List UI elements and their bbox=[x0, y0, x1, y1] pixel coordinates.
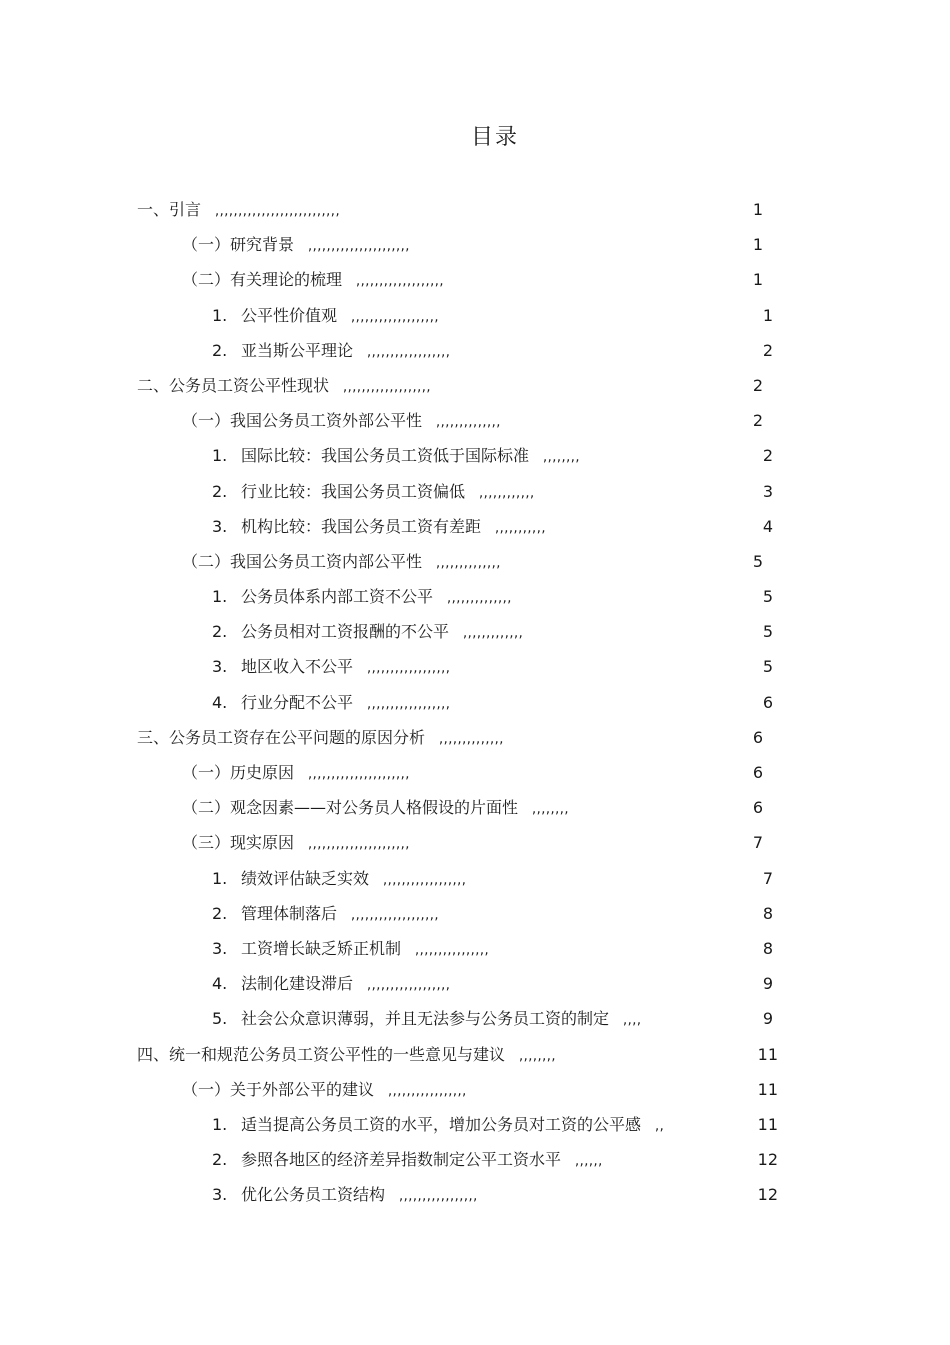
toc-entry-text: 法制化建设滞后 bbox=[241, 974, 354, 994]
toc-leader-dots: ,,,,,,,,,,,,,,,,,, bbox=[383, 872, 467, 888]
toc-entry-number: 1. bbox=[212, 587, 228, 607]
toc-leader-dots: ,,,,,,,,,,,,,, bbox=[436, 555, 501, 571]
toc-entry-text: 国际比较：我国公务员工资低于国际标准 bbox=[241, 446, 530, 466]
toc-page-number: 9 bbox=[762, 974, 773, 994]
toc-entry[interactable] bbox=[0, 1177, 950, 1212]
toc-entry-number: 1. bbox=[212, 446, 228, 466]
toc-entry[interactable] bbox=[0, 790, 950, 825]
toc-entry-label bbox=[137, 192, 201, 227]
toc-leader-dots: ,,,,,,,,,,,,,,,,, bbox=[388, 1083, 467, 1099]
toc-page-number: 9 bbox=[762, 1009, 773, 1029]
toc-page-number: 6 bbox=[752, 727, 763, 747]
toc-entry-number: 1. bbox=[212, 305, 228, 325]
toc-entry-text: （一）历史原因 bbox=[182, 763, 295, 782]
toc-page-number: 5 bbox=[762, 587, 773, 607]
toc-page-number: 2 bbox=[762, 446, 773, 466]
toc-entry-label bbox=[137, 368, 329, 403]
toc-entry[interactable] bbox=[0, 1072, 950, 1107]
toc-entry-label bbox=[212, 931, 401, 966]
toc-page-number: 11 bbox=[757, 1044, 778, 1064]
toc-entry-number: 2. bbox=[212, 481, 228, 501]
toc-page-number: 12 bbox=[757, 1150, 778, 1170]
toc-entry[interactable] bbox=[0, 685, 950, 720]
toc-entry-label bbox=[212, 438, 529, 473]
toc-leader-dots: ,,,,,, bbox=[575, 1154, 603, 1170]
toc-entry-number: 4. bbox=[212, 974, 228, 994]
toc-entry-label bbox=[182, 262, 342, 297]
toc-leader-dots: ,,,,,,,,,,,,,,,,,,,,,, bbox=[308, 239, 410, 255]
toc-entry-number: 2. bbox=[212, 903, 228, 923]
toc-entry-label bbox=[182, 790, 518, 825]
toc-entry-number: 1. bbox=[212, 868, 228, 888]
toc-leader-dots: ,,,,,,,,,,,,,,,,,, bbox=[367, 696, 451, 712]
toc-entry-text: 公务员体系内部工资不公平 bbox=[241, 587, 434, 607]
toc-entry-text: 公务员相对工资报酬的不公平 bbox=[241, 622, 450, 642]
toc-entry-text: 管理体制落后 bbox=[241, 903, 338, 923]
toc-leader-dots: ,, bbox=[655, 1118, 665, 1134]
toc-entry[interactable] bbox=[0, 825, 950, 860]
toc-entry[interactable] bbox=[0, 438, 950, 473]
toc-entry[interactable] bbox=[0, 579, 950, 614]
toc-entry-text: （一）关于外部公平的建议 bbox=[182, 1079, 375, 1099]
toc-entry[interactable] bbox=[0, 192, 950, 227]
toc-entry-label bbox=[212, 685, 353, 720]
toc-entry[interactable] bbox=[0, 614, 950, 649]
toc-entry-number: 2. bbox=[212, 622, 228, 642]
toc-entry[interactable] bbox=[0, 755, 950, 790]
toc-entry[interactable] bbox=[0, 1107, 950, 1142]
toc-entry-number: 4. bbox=[212, 692, 228, 712]
toc-entry-label bbox=[137, 720, 425, 755]
toc-page-number: 8 bbox=[762, 938, 773, 958]
toc-entry-text: 社会公众意识薄弱，并且无法参与公务员工资的制定 bbox=[241, 1009, 610, 1029]
toc-page-number: 12 bbox=[757, 1185, 778, 1205]
toc-leader-dots: ,,,,,,,,,,,,,,,,,,, bbox=[356, 274, 445, 290]
toc-leader-dots: ,,,,,,,,,,,,,,,,,, bbox=[367, 661, 451, 677]
toc-entry-text: 一、引言 bbox=[137, 200, 202, 219]
toc-page-number: 11 bbox=[757, 1114, 778, 1134]
toc-leader-dots: ,,,,,,,,,,,,,,,,,, bbox=[367, 978, 451, 994]
table-of-contents bbox=[0, 192, 950, 1212]
toc-entry-number: 2. bbox=[212, 340, 228, 360]
toc-entry-label bbox=[212, 509, 481, 544]
toc-page-number: 5 bbox=[762, 622, 773, 642]
toc-entry[interactable] bbox=[0, 368, 950, 403]
toc-entry-number: 3. bbox=[212, 516, 228, 536]
toc-entry-text: 地区收入不公平 bbox=[241, 657, 354, 677]
toc-leader-dots: ,,,,,,,,,,,,,,,,,,,,,, bbox=[308, 767, 410, 782]
toc-leader-dots: ,,,,,,,, bbox=[543, 450, 581, 466]
toc-entry[interactable] bbox=[0, 861, 950, 896]
page-title: 目录 bbox=[470, 125, 519, 150]
toc-entry[interactable] bbox=[0, 720, 950, 755]
toc-entry[interactable] bbox=[0, 509, 950, 544]
toc-page-number: 7 bbox=[752, 833, 763, 853]
toc-page-number: 5 bbox=[762, 657, 773, 677]
toc-entry-label bbox=[212, 298, 337, 333]
toc-entry-label bbox=[182, 227, 294, 262]
toc-entry[interactable] bbox=[0, 474, 950, 509]
toc-leader-dots: ,,,,,,,,,,, bbox=[495, 520, 546, 536]
toc-page-number: 1 bbox=[752, 200, 763, 219]
toc-entry-text: （一）研究背景 bbox=[182, 235, 295, 255]
toc-entry[interactable] bbox=[0, 298, 950, 333]
toc-leader-dots: ,,,,,,,,,,,,,, bbox=[436, 415, 501, 431]
toc-leader-dots: ,,,,,,,,,,,,,,,,,,, bbox=[351, 309, 440, 325]
toc-entry-label bbox=[137, 1037, 505, 1072]
toc-entry-text: 公平性价值观 bbox=[241, 305, 338, 325]
toc-leader-dots: ,,,,,,,,,,,,,,,,,,, bbox=[343, 379, 432, 395]
toc-entry-number: 5. bbox=[212, 1009, 228, 1029]
toc-entry-label bbox=[212, 1001, 609, 1036]
toc-entry-number: 3. bbox=[212, 657, 228, 677]
toc-entry[interactable] bbox=[0, 333, 950, 368]
toc-entry-text: （三）现实原因 bbox=[182, 833, 295, 853]
toc-page-number: 2 bbox=[752, 375, 763, 395]
toc-page-number: 6 bbox=[762, 692, 773, 712]
toc-entry-label bbox=[212, 333, 353, 368]
toc-page-number: 1 bbox=[752, 235, 763, 255]
toc-entry-number: 2. bbox=[212, 1150, 228, 1170]
toc-page-number: 8 bbox=[762, 903, 773, 923]
toc-page-number: 6 bbox=[752, 798, 763, 818]
toc-leader-dots: ,,,,,,,,,,,,,,,,,, bbox=[367, 344, 451, 360]
toc-page-number: 5 bbox=[752, 551, 763, 571]
toc-page-number: 1 bbox=[752, 270, 763, 290]
toc-entry-text: （二）观念因素——对公务员人格假设的片面性 bbox=[182, 798, 519, 818]
toc-leader-dots: ,,,,,,,,,,,,,,,,, bbox=[399, 1189, 478, 1205]
toc-leader-dots: ,,,,,,,,,,,,,,,,,,,,,, bbox=[308, 837, 410, 853]
toc-entry-label bbox=[182, 544, 422, 579]
toc-entry-text: 参照各地区的经济差异指数制定公平工资水平 bbox=[241, 1150, 562, 1170]
toc-entry-text: 四、统一和规范公务员工资公平性的一些意见与建议 bbox=[137, 1044, 506, 1064]
toc-entry-text: 二、公务员工资公平性现状 bbox=[137, 375, 330, 395]
toc-entry[interactable] bbox=[0, 544, 950, 579]
toc-entry-label bbox=[182, 403, 422, 438]
toc-entry[interactable] bbox=[0, 649, 950, 684]
toc-page-number: 1 bbox=[762, 305, 773, 325]
toc-entry-label bbox=[212, 579, 433, 614]
toc-entry-text: 适当提高公务员工资的水平，增加公务员对工资的公平感 bbox=[241, 1114, 642, 1134]
toc-leader-dots: ,,,,,,,,,,,,,,,, bbox=[415, 942, 490, 958]
toc-entry[interactable] bbox=[0, 896, 950, 931]
toc-page-number: 11 bbox=[757, 1079, 778, 1099]
toc-entry-text: 三、公务员工资存在公平问题的原因分析 bbox=[137, 727, 426, 747]
toc-entry-label bbox=[182, 755, 294, 790]
toc-entry-text: 行业分配不公平 bbox=[241, 692, 354, 712]
toc-entry-text: （二）我国公务员工资内部公平性 bbox=[182, 551, 423, 571]
toc-entry[interactable] bbox=[0, 1037, 950, 1072]
toc-page-number: 6 bbox=[752, 763, 763, 782]
toc-entry-label bbox=[182, 1072, 374, 1107]
toc-entry-text: 优化公务员工资结构 bbox=[241, 1185, 386, 1205]
toc-entry-label bbox=[212, 614, 449, 649]
toc-entry-text: 绩效评估缺乏实效 bbox=[241, 868, 370, 888]
toc-entry[interactable] bbox=[0, 262, 950, 297]
toc-page-number: 2 bbox=[752, 411, 763, 431]
toc-leader-dots: ,,,,,,,,,,,,,, bbox=[447, 591, 512, 607]
toc-entry[interactable] bbox=[0, 403, 950, 438]
toc-entry-text: （一）我国公务员工资外部公平性 bbox=[182, 411, 423, 431]
toc-entry-text: （二）有关理论的梳理 bbox=[182, 270, 343, 290]
toc-leader-dots: ,,,,,,,,,,,,,, bbox=[439, 731, 504, 747]
toc-entry-label bbox=[212, 966, 353, 1001]
toc-entry-label bbox=[212, 896, 337, 931]
toc-leader-dots: ,,,,,,,, bbox=[519, 1048, 557, 1064]
toc-leader-dots: ,,,,,,,, bbox=[532, 802, 570, 818]
toc-entry-label bbox=[182, 825, 294, 860]
toc-entry-text: 行业比较：我国公务员工资偏低 bbox=[241, 481, 466, 501]
toc-entry-number: 1. bbox=[212, 1114, 228, 1134]
toc-page-number: 4 bbox=[762, 516, 773, 536]
toc-entry[interactable] bbox=[0, 227, 950, 262]
toc-page-number: 7 bbox=[762, 868, 773, 888]
toc-entry-label bbox=[212, 1107, 641, 1142]
toc-entry-label bbox=[212, 649, 353, 684]
toc-entry-label bbox=[212, 861, 369, 896]
toc-entry-text: 工资增长缺乏矫正机制 bbox=[241, 938, 402, 958]
toc-leader-dots: ,,,, bbox=[623, 1013, 642, 1029]
toc-entry-label bbox=[212, 1142, 561, 1177]
toc-leader-dots: ,,,,,,,,,,,,,,,,,,, bbox=[351, 907, 440, 923]
toc-entry[interactable] bbox=[0, 1001, 950, 1036]
toc-page-number: 3 bbox=[762, 481, 773, 501]
toc-leader-dots: ,,,,,,,,,,,,, bbox=[463, 626, 524, 642]
toc-entry-text: 机构比较：我国公务员工资有差距 bbox=[241, 516, 482, 536]
toc-entry-text: 亚当斯公平理论 bbox=[241, 340, 354, 360]
toc-leader-dots: ,,,,,,,,,,,, bbox=[479, 485, 535, 501]
toc-entry[interactable] bbox=[0, 1142, 950, 1177]
toc-leader-dots: ,,,,,,,,,,,,,,,,,,,,,,,,,,, bbox=[215, 204, 341, 219]
toc-entry-number: 3. bbox=[212, 1185, 228, 1205]
toc-entry[interactable] bbox=[0, 966, 950, 1001]
toc-entry-label bbox=[212, 1177, 385, 1212]
toc-entry-number: 3. bbox=[212, 938, 228, 958]
toc-entry-label bbox=[212, 474, 465, 509]
toc-page-number: 2 bbox=[762, 340, 773, 360]
toc-entry[interactable] bbox=[0, 931, 950, 966]
